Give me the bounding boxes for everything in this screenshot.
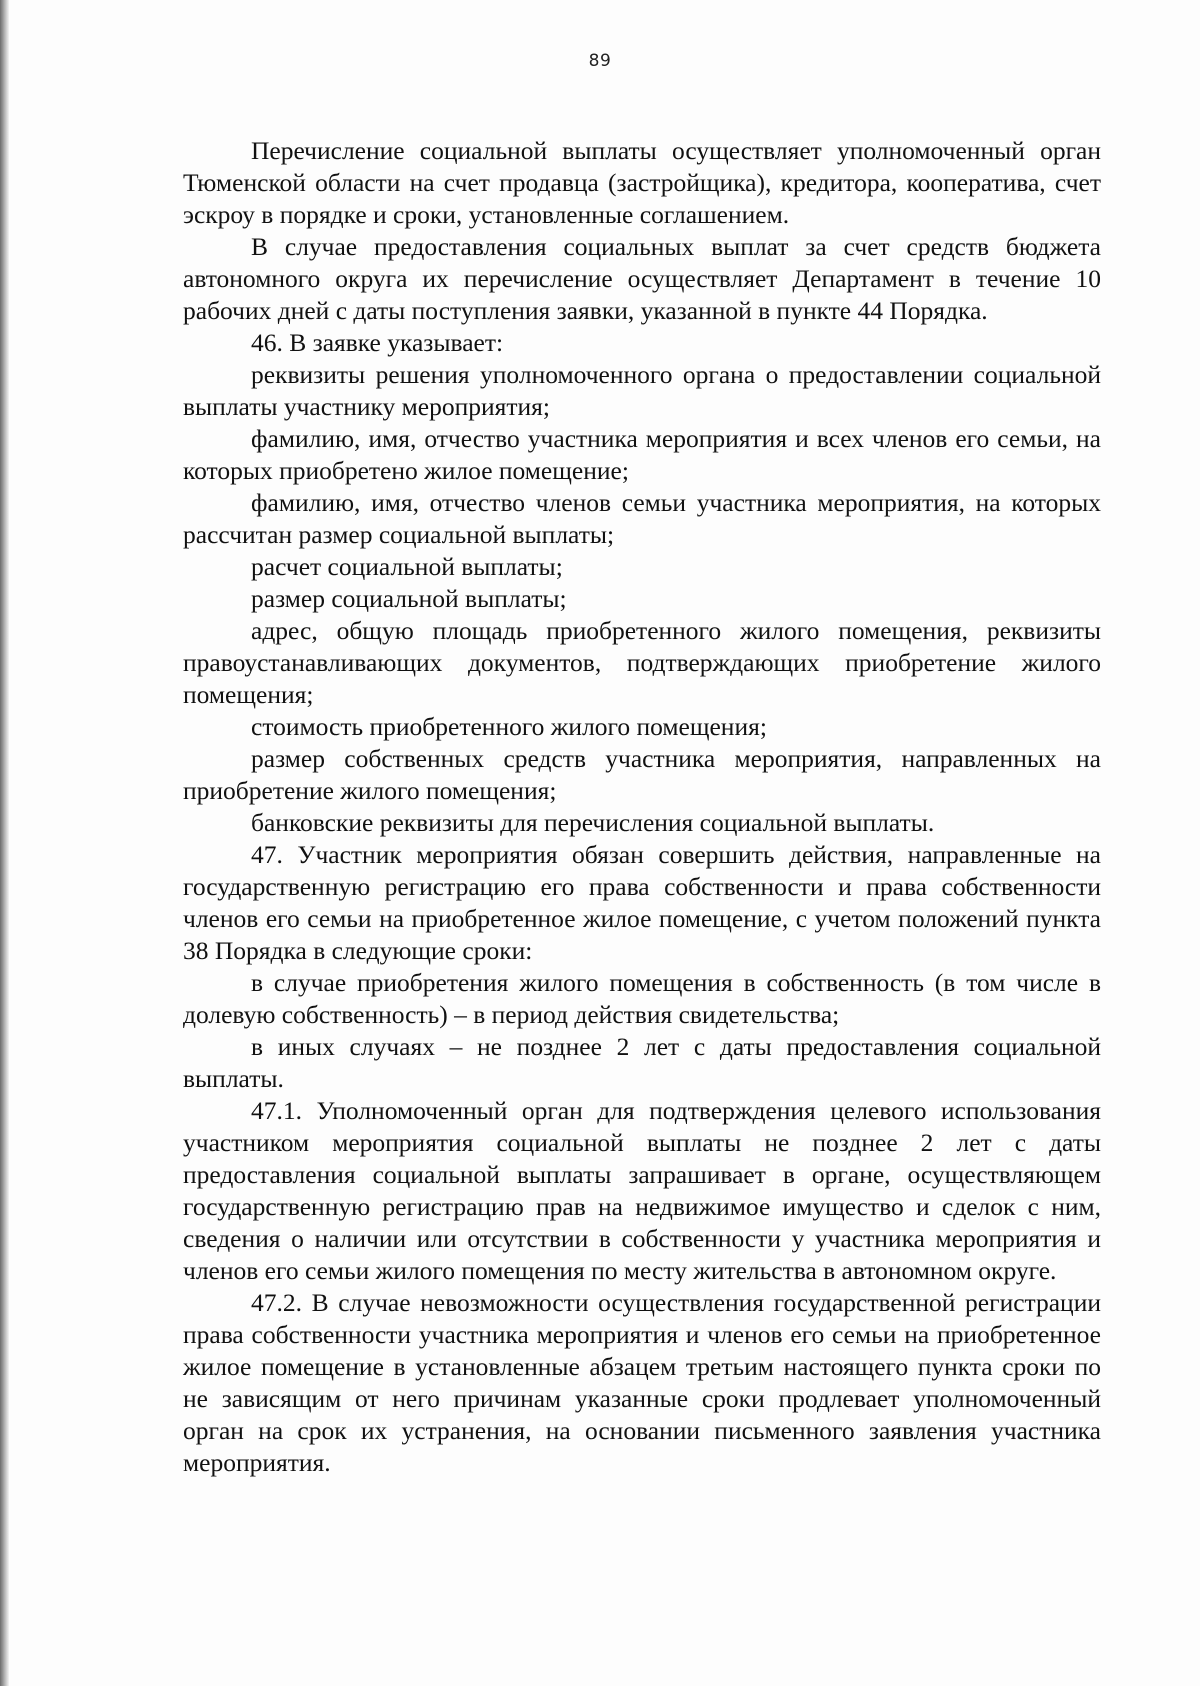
page-number: 89 xyxy=(588,51,612,71)
paragraph-budget-payment: В случае предоставления социальных выплат за счет средств бюджета автономного округа их перечисление осуществляет Департамент в течение 10 рабочих дней с даты поступления заявки, указанной в пункте 44 Порядка. xyxy=(183,232,1101,325)
list-item-payment-amount: размер социальной выплаты; xyxy=(251,584,567,613)
document-body xyxy=(183,135,1101,1479)
list-item-bank-details: банковские реквизиты для перечисления социальной выплаты. xyxy=(251,808,935,837)
paragraph-transfer-payment: Перечисление социальной выплаты осуществляет уполномоченный орган Тюменской области на счет продавца (застройщика), кредитора, кооператива, счет эскроу в порядке и сроки, установленные соглашением. xyxy=(183,136,1101,229)
paragraph-46-heading: 46. В заявке указывает: xyxy=(251,328,504,357)
paragraph-47: 47. Участник мероприятия обязан совершить действия, направленные на государственную регистрацию его права собственности и права собственности членов его семьи на приобретенное жилое помещение, с учетом положений пункта 38 Порядка в следующие сроки: xyxy=(183,840,1101,965)
paragraph-47-1: 47.1. Уполномоченный орган для подтверждения целевого использования участником мероприятия социальной выплаты не позднее 2 лет с даты предоставления социальной выплаты запрашивает в органе, осуществляющем государственную регистрацию прав на недвижимое имущество и сделок с ним, сведения о наличии или отсутствии в собственности у участника мероприятия и членов его семьи жилого помещения по месту жительства в автономном округе. xyxy=(183,1096,1101,1285)
paragraph-47-ownership-case: в случае приобретения жилого помещения в собственность (в том числе в долевую собственность) – в период действия свидетельства; xyxy=(183,968,1101,1029)
list-item-own-funds: размер собственных средств участника мероприятия, направленных на приобретение жилого помещения; xyxy=(183,744,1101,805)
list-item-housing-cost: стоимость приобретенного жилого помещения; xyxy=(251,712,767,741)
list-item-family-names: фамилию, имя, отчество членов семьи участника мероприятия, на которых рассчитан размер социальной выплаты; xyxy=(183,488,1101,549)
paragraph-47-other-cases: в иных случаях – не позднее 2 лет с даты предоставления социальной выплаты. xyxy=(183,1032,1101,1093)
scan-edge-shadow xyxy=(0,0,9,1686)
paragraph-47-2: 47.2. В случае невозможности осуществления государственной регистрации права собственности участника мероприятия и членов его семьи на приобретенное жилое помещение в установленные абзацем третьим настоящего пункта сроки по не зависящим от него причинам указанные сроки продлевает уполномоченный орган на срок их устранения, на основании письменного заявления участника мероприятия. xyxy=(183,1288,1101,1477)
list-item-participant-names: фамилию, имя, отчество участника мероприятия и всех членов его семьи, на которых приобретено жилое помещение; xyxy=(183,424,1101,485)
list-item-address-area: адрес, общую площадь приобретенного жилого помещения, реквизиты правоустанавливающих документов, подтверждающих приобретение жилого помещения; xyxy=(183,616,1101,709)
list-item-payment-calculation: расчет социальной выплаты; xyxy=(251,552,563,581)
list-item-decision-details: реквизиты решения уполномоченного органа о предоставлении социальной выплаты участнику мероприятия; xyxy=(183,360,1101,421)
